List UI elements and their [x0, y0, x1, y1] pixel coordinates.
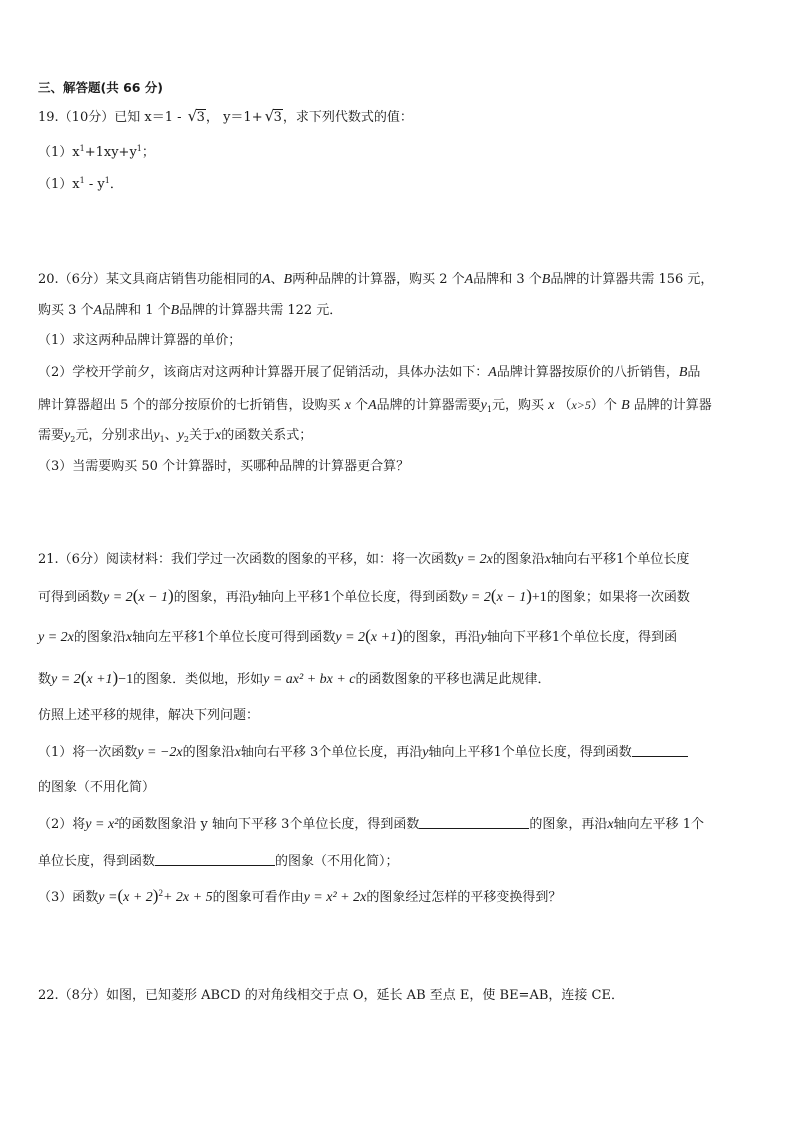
q19-head: 19.（10分）已知	[38, 110, 141, 125]
q19-part-2: $(1)x^1 - y^1$．	[38, 176, 123, 192]
sqrt-3-b: √ 3	[264, 107, 282, 125]
q20-part-1: （1）求这两种品牌计算器的单价；	[38, 333, 242, 348]
sqrt-3: √ 3	[187, 107, 205, 125]
q19-part-1: $(1)x^1+1xy+y^1$；	[38, 144, 155, 160]
question-20-stem-line-1: 20.（6分）某文具商店销售功能相同的A、B两种品牌的计算器，购买 2 个A品牌和 3 个B品牌的计算器共需 156 元，	[38, 272, 714, 287]
answer-blank-1[interactable]	[632, 744, 688, 757]
q20-part-2-line-2: 牌计算器超出 5 个的部分按原价的七折销售，设购买 x 个A品牌的计算器需要$y_1$元，购买 x （x>5）个 B 品牌的计算器	[38, 398, 712, 414]
question-20-stem-line-2: 购买 3 个A品牌和 1 个B品牌的计算器共需 122 元．	[38, 303, 343, 318]
q21-part-2-line-1: （2）将y = x²的函数图象沿 y 轴向下平移 3个单位长度，得到函数 的图象，再沿x轴向左平移 1个	[38, 817, 705, 832]
q21-part-1-line-2: 的图象（不用化简）	[38, 780, 156, 795]
q20-part-3: （3）当需要购买 50 个计算器时，买哪种品牌的计算器更合算？	[38, 459, 410, 474]
question-21-line-3: y = 2x的图象沿x轴向左平移1个单位长度可得到函数y = 2(x +1)的图象，再沿y轴向下平移1个单位长度，得到函	[38, 626, 678, 645]
q19-y-eq: y＝1+	[223, 110, 263, 125]
answer-blank-2[interactable]	[419, 816, 529, 829]
q20-part-2-line-3: 需要$y_2$元，分别求出$y_1$、$y_2$关于x的函数关系式；	[38, 428, 313, 444]
question-19-stem	[38, 107, 413, 126]
q19-sep: ，	[205, 110, 219, 125]
question-21-line-2: 可得到函数y = 2(x − 1)的图象，再沿y轴向上平移1个单位长度，得到函数y = 2(x − 1)+1的图象；如果将一次函数	[38, 586, 690, 605]
question-22-stem: 22.（8分）如图，已知菱形 ABCD 的对角线相交于点 O，延长 AB 至点 E，使 BE=AB，连接 CE．	[38, 988, 624, 1003]
answer-blank-3[interactable]	[155, 853, 275, 866]
question-21-line-5: 仿照上述平移的规律，解决下列问题：	[38, 708, 260, 723]
q20-part-2-line-1: （2）学校开学前夕，该商店对这两种计算器开展了促销活动，具体办法如下：A品牌计算器按原价的八折销售，B品	[38, 365, 701, 380]
question-21-line-1: 21.（6分）阅读材料：我们学过一次函数的图象的平移，如：将一次函数y = 2x的图象沿x轴向右平移1个单位长度	[38, 552, 690, 567]
q19-x-eq: x＝1 -	[144, 110, 182, 125]
q21-part-1-line-1: （1）将一次函数y = −2x的图象沿x轴向右平移 3个单位长度，再沿y轴向上平移1个单位长度，得到函数	[38, 744, 688, 761]
q21-part-2-line-2: 单位长度，得到函数 的图象（不用化简）；	[38, 854, 399, 869]
question-21-line-4: 数y = 2(x +1)−1的图象．类似地，形如y = ax² + bx + c的函数图象的平移也满足此规律．	[38, 668, 551, 687]
section-title: 三、解答题(共 66 分)	[38, 80, 164, 95]
q21-part-3: （3）函数$y =(x + 2)^2+ 2x + 5$的图象可看作由y = x² + 2x的图象经过怎样的平移变换得到？	[38, 886, 562, 905]
q19-tail: ，求下列代数式的值：	[282, 110, 413, 125]
